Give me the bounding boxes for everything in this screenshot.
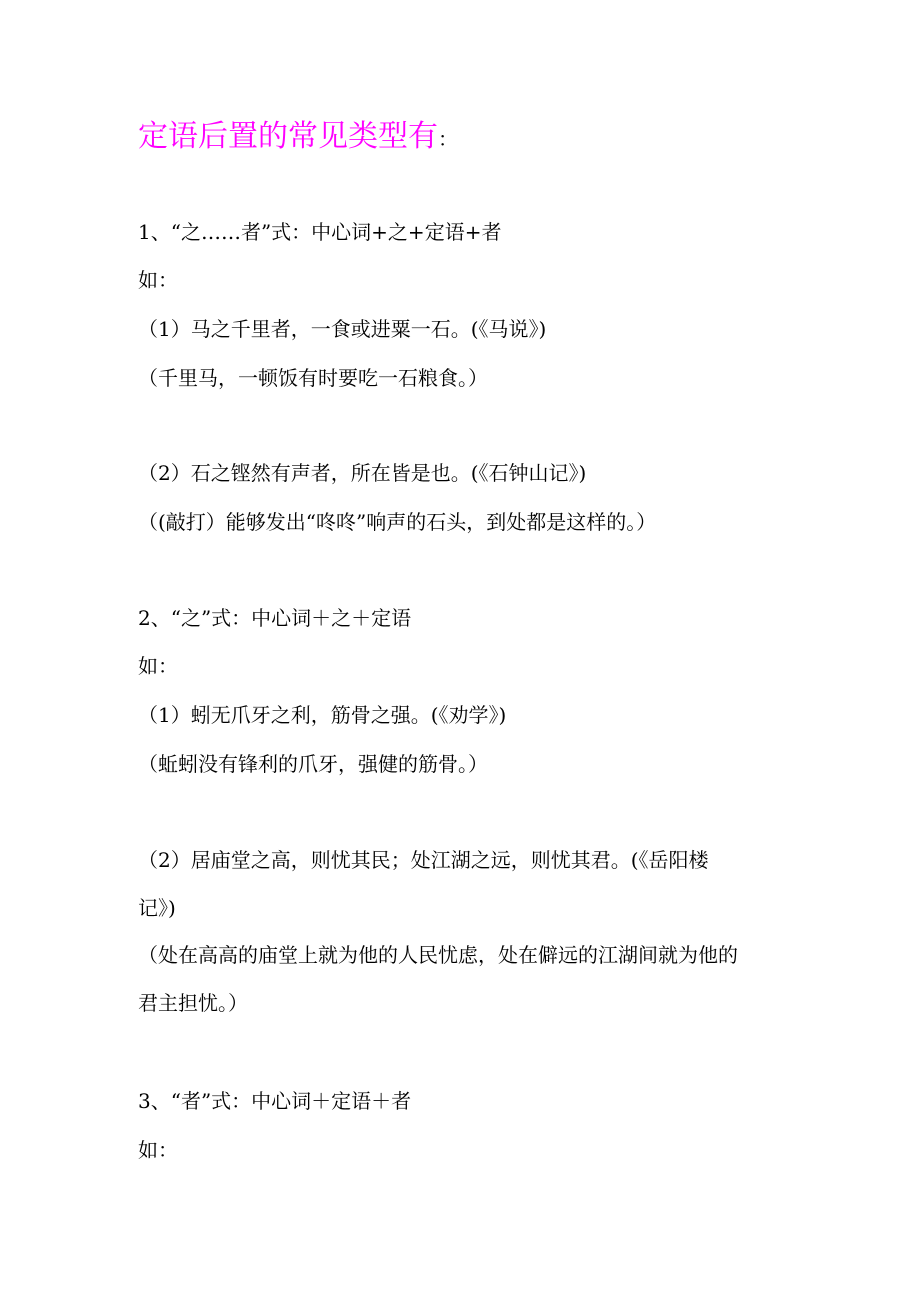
section-2-example-2-source-line-2: 记》) <box>138 896 176 920</box>
section-3-intro: 如： <box>138 1138 178 1162</box>
section-1-example-2-source: （2）石之铿然有声者，所在皆是也。(《石钟山记》) <box>138 461 587 485</box>
section-1-example-1-translation: （千里马，一顿饭有时要吃一石粮食。） <box>138 366 488 390</box>
section-2-intro: 如： <box>138 654 178 678</box>
section-3-heading: 3、“者”式：中心词＋定语＋者 <box>138 1089 412 1113</box>
section-1-example-2-translation: （(敲打）能够发出“咚咚”响声的石头，到处都是这样的。） <box>138 510 657 534</box>
section-2-example-2-source-line-1: （2）居庙堂之高，则忧其民；处江湖之远，则忧其君。(《岳阳楼 <box>138 848 709 872</box>
section-1-heading: 1、“之……者”式：中心词+之+定语+者 <box>138 220 502 244</box>
title-colon: ： <box>438 127 458 151</box>
section-1-example-1-source: （1）马之千里者，一食或进粟一石。(《马说》) <box>138 317 547 341</box>
page-title <box>138 118 458 158</box>
section-2-example-1-translation: （蚯蚓没有锋利的爪牙，强健的筋骨。） <box>138 752 488 776</box>
section-2-example-2-translation-line-2: 君主担忧。） <box>138 991 248 1015</box>
section-2-heading: 2、“之”式：中心词＋之＋定语 <box>138 606 412 630</box>
section-2-example-2-translation-line-1: （处在高高的庙堂上就为他的人民忧虑，处在僻远的江湖间就为他的 <box>138 943 738 967</box>
section-1-intro: 如： <box>138 268 178 292</box>
title-text: 定语后置的常见类型有 <box>138 119 438 154</box>
section-2-example-1-source: （1）蚓无爪牙之利，筋骨之强。(《劝学》) <box>138 703 507 727</box>
